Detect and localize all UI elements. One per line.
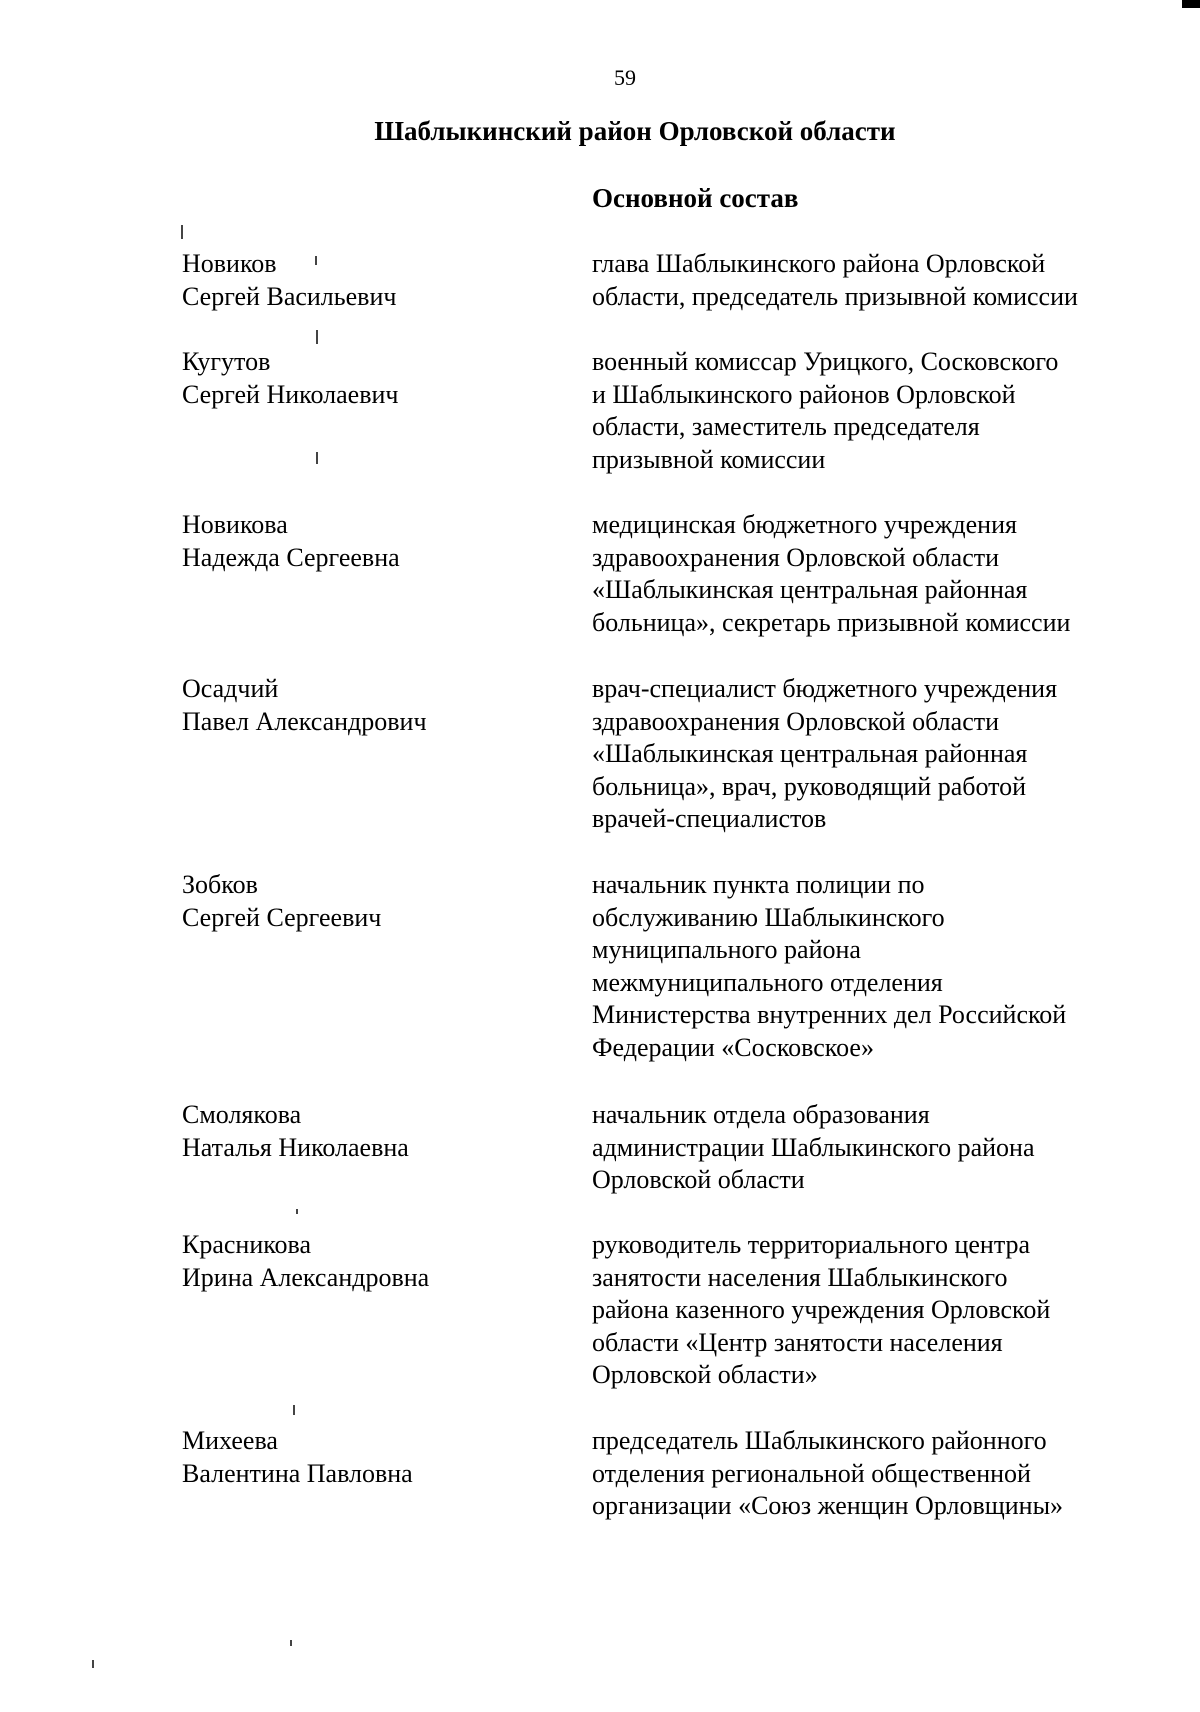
member-surname: Новикова xyxy=(182,510,288,539)
role-line: и Шаблыкинского районов Орловской xyxy=(592,379,1016,409)
role-line: призывной комиссии xyxy=(592,444,826,474)
role-line: больница», врач, руководящий работой xyxy=(592,771,1027,801)
member-given-names: Павел Александрович xyxy=(182,706,427,736)
role-line: руководитель территориального центра xyxy=(592,1230,1031,1259)
scan-speck xyxy=(92,1660,94,1668)
role-line: здравоохранения Орловской области xyxy=(592,542,1000,572)
role-line: отделения региональной общественной xyxy=(592,1458,1031,1488)
scan-speck xyxy=(316,452,318,464)
member-role xyxy=(592,248,1152,313)
member-surname: Новиков xyxy=(182,249,277,278)
member-surname: Кугутов xyxy=(182,347,271,376)
role-line: здравоохранения Орловской области xyxy=(592,706,1000,736)
scan-speck xyxy=(315,256,317,265)
member-role xyxy=(592,1099,1152,1197)
member-given-names: Сергей Николаевич xyxy=(182,379,399,409)
member-name xyxy=(182,509,562,574)
role-line: медицинская бюджетного учреждения xyxy=(592,510,1017,539)
role-line: глава Шаблыкинского района Орловской xyxy=(592,249,1046,278)
member-surname: Красникова xyxy=(182,1230,312,1259)
role-line: района казенного учреждения Орловской xyxy=(592,1295,1051,1324)
role-line: военный комиссар Урицкого, Сосковского xyxy=(592,347,1059,376)
member-name xyxy=(182,869,562,934)
role-line: «Шаблыкинская центральная районная xyxy=(592,739,1028,768)
scan-speck xyxy=(181,225,183,239)
member-name xyxy=(182,248,562,313)
role-line: Федерации «Сосковское» xyxy=(592,1032,874,1062)
member-surname: Осадчий xyxy=(182,674,279,703)
role-line: обслуживанию Шаблыкинского xyxy=(592,902,945,932)
role-line: председатель Шаблыкинского районного xyxy=(592,1426,1047,1455)
page-number: 59 xyxy=(614,65,636,90)
member-name xyxy=(182,1425,562,1490)
member-given-names: Валентина Павловна xyxy=(182,1458,413,1488)
member-name xyxy=(182,1099,562,1164)
role-line: Орловской области» xyxy=(592,1360,818,1389)
role-line: Министерства внутренних дел Российской xyxy=(592,1000,1067,1029)
member-name xyxy=(182,1229,562,1294)
role-line: межмуниципального отделения xyxy=(592,967,943,997)
member-given-names: Ирина Александровна xyxy=(182,1262,430,1292)
role-line: врачей-специалистов xyxy=(592,804,827,833)
member-surname: Зобков xyxy=(182,870,258,899)
member-role xyxy=(592,869,1152,1064)
member-given-names: Надежда Сергеевна xyxy=(182,542,400,572)
scan-speck xyxy=(293,1405,295,1415)
member-surname: Михеева xyxy=(182,1426,278,1455)
scan-speck xyxy=(316,330,318,344)
member-role xyxy=(592,509,1152,639)
role-line: врач-специалист бюджетного учреждения xyxy=(592,674,1058,703)
member-role xyxy=(592,1229,1152,1392)
role-line: Орловской области xyxy=(592,1165,805,1194)
member-role xyxy=(592,1425,1152,1523)
scan-speck xyxy=(290,1640,292,1646)
role-line: организации «Союз женщин Орловщины» xyxy=(592,1491,1064,1520)
member-role xyxy=(592,673,1152,836)
role-line: больница», секретарь призывной комиссии xyxy=(592,607,1071,637)
scan-corner-mark xyxy=(1182,0,1200,8)
role-line: «Шаблыкинская центральная районная xyxy=(592,575,1028,604)
section-title: Основной состав xyxy=(592,183,799,213)
role-line: области, председатель призывной комиссии xyxy=(592,281,1078,311)
member-name xyxy=(182,346,562,411)
role-line: начальник отдела образования xyxy=(592,1100,930,1129)
role-line: администрации Шаблыкинского района xyxy=(592,1132,1035,1162)
role-line: начальник пункта полиции по xyxy=(592,870,925,899)
member-surname: Смолякова xyxy=(182,1100,302,1129)
member-given-names: Сергей Васильевич xyxy=(182,281,397,311)
role-line: области «Центр занятости населения xyxy=(592,1327,1003,1357)
member-role xyxy=(592,346,1152,476)
role-line: занятости населения Шаблыкинского xyxy=(592,1262,1008,1292)
member-given-names: Сергей Сергеевич xyxy=(182,902,382,932)
member-given-names: Наталья Николаевна xyxy=(182,1132,409,1162)
role-line: муниципального района xyxy=(592,935,861,964)
page-title: Шаблыкинский район Орловской области xyxy=(374,116,896,146)
role-line: области, заместитель председателя xyxy=(592,412,980,441)
scan-speck xyxy=(296,1209,298,1214)
member-name xyxy=(182,673,562,738)
